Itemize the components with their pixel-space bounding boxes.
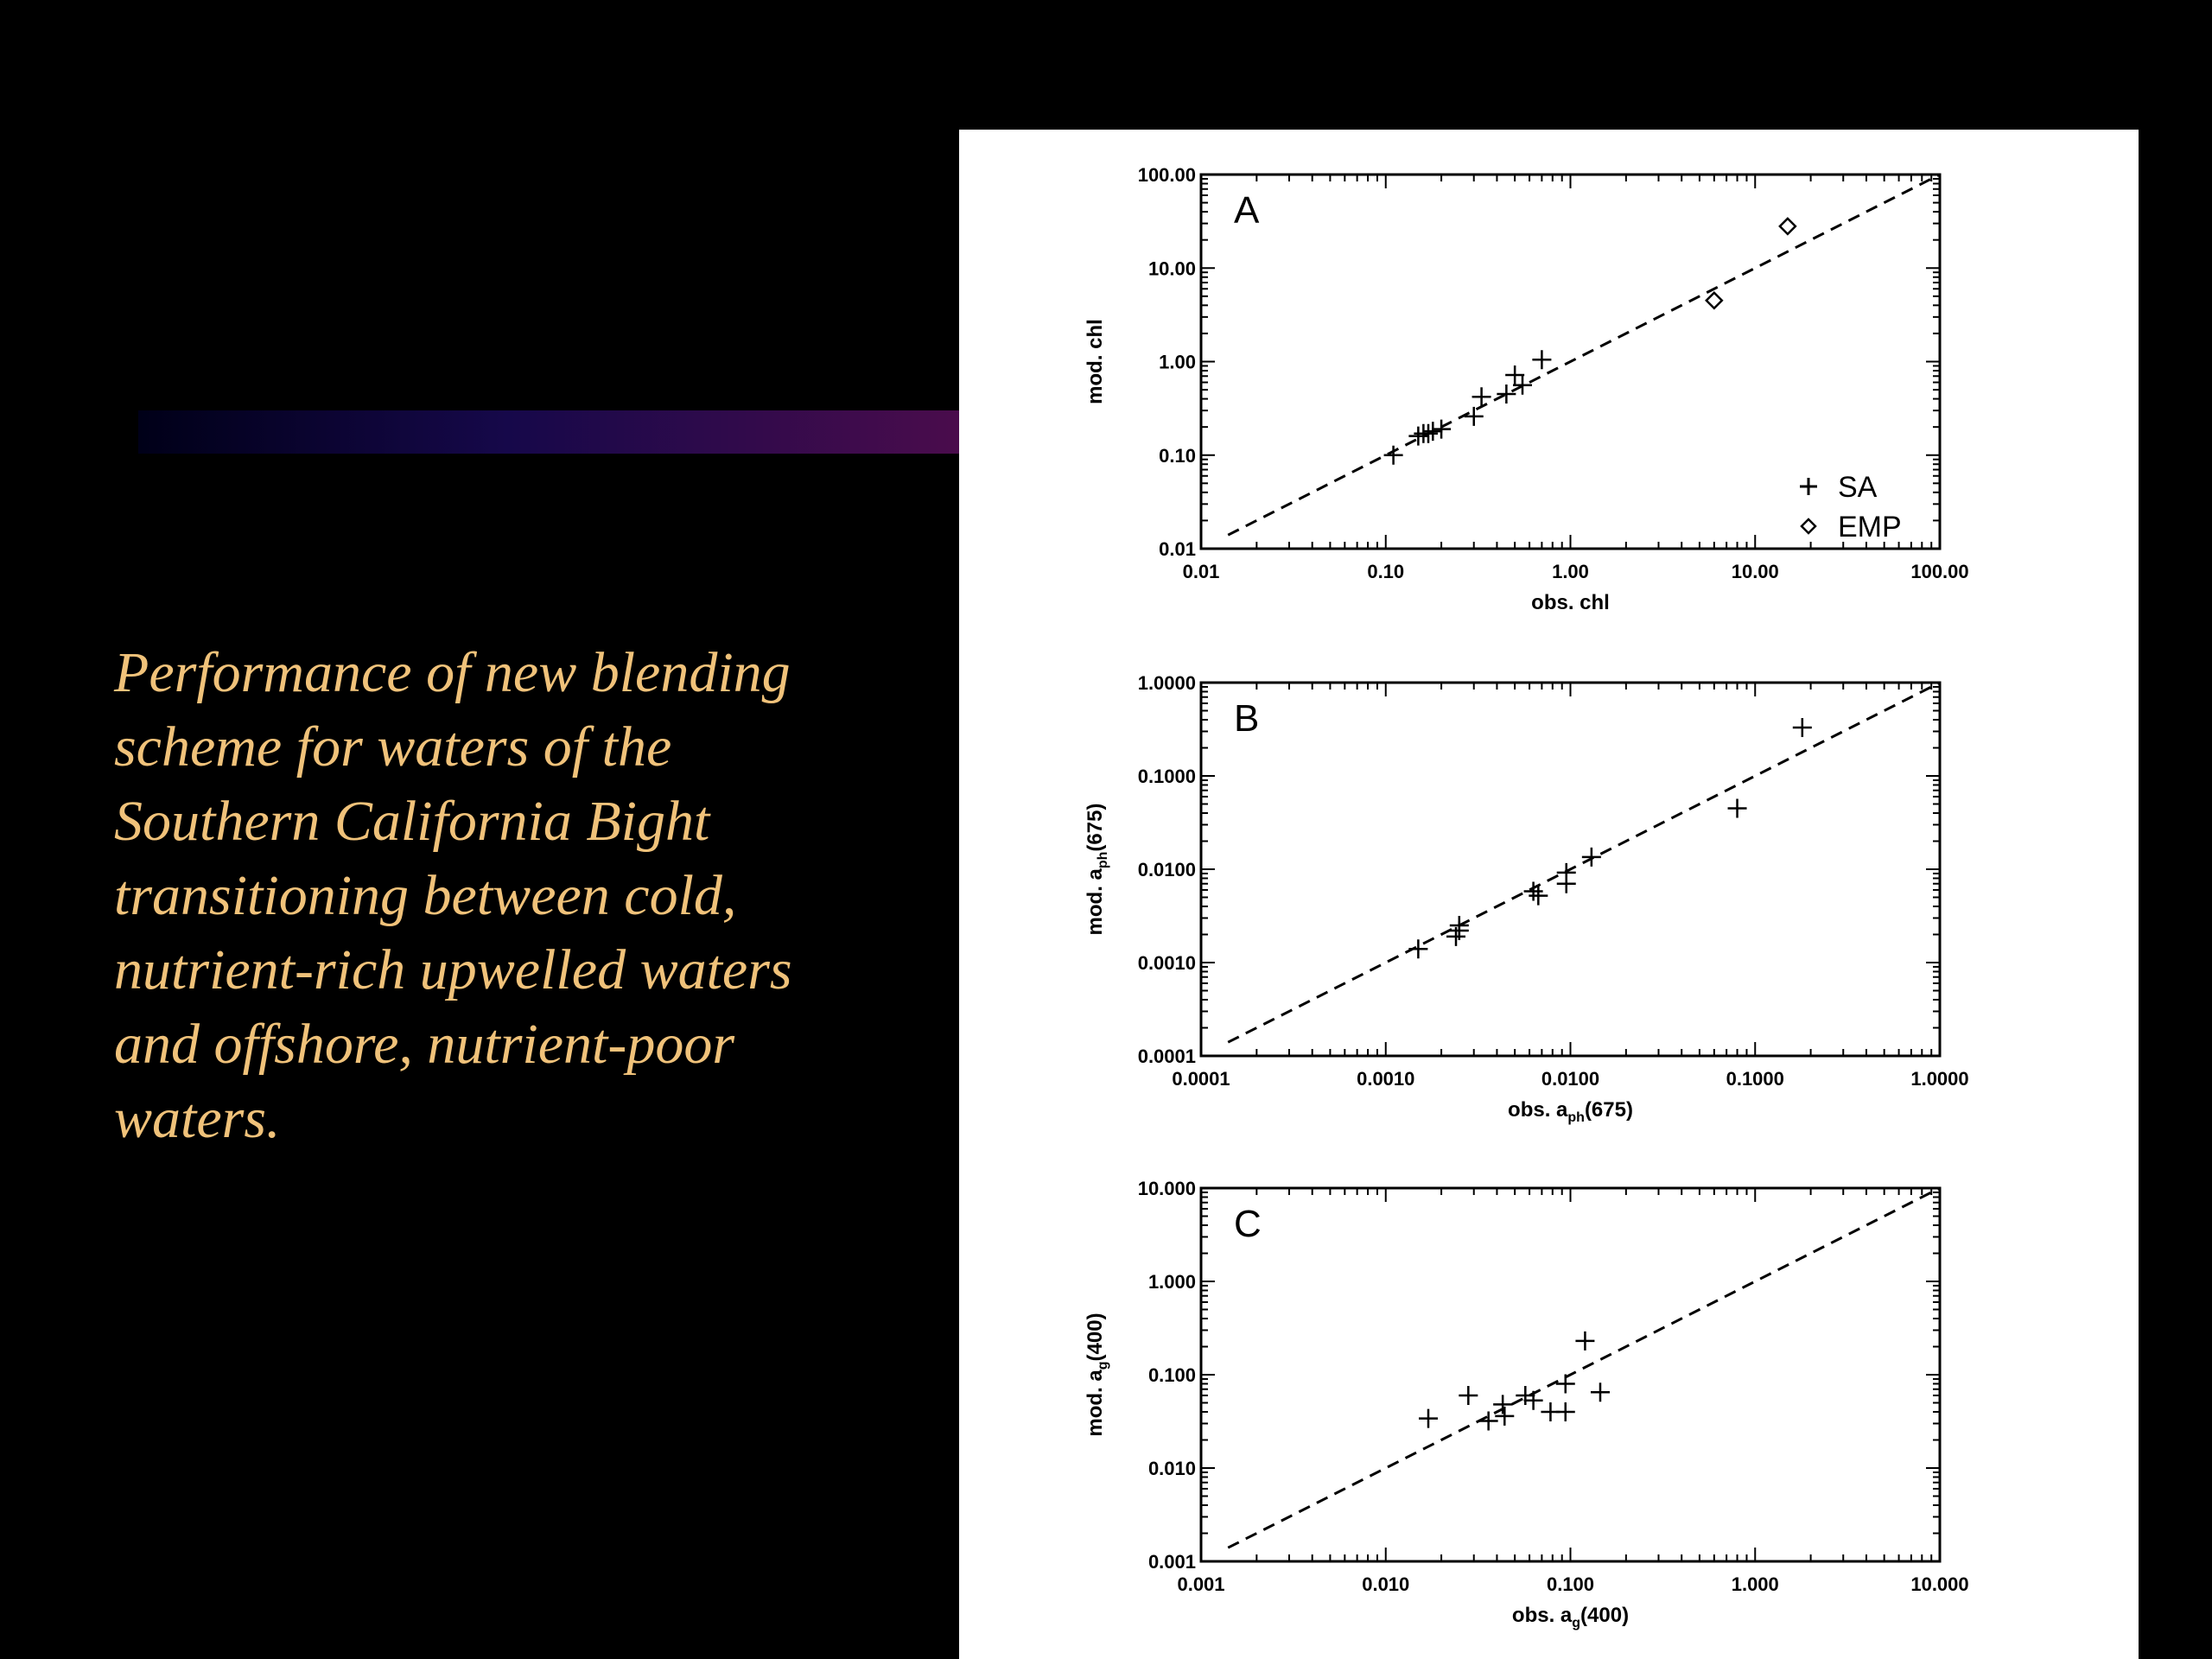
panel-letter: B [1234,697,1260,740]
accent-bar [138,410,959,454]
slide-caption [114,636,892,1156]
data-point-plus [1465,407,1484,426]
caption-line: Southern California Bight [114,790,710,853]
data-point-plus [1384,446,1403,465]
data-point-plus [1556,1374,1575,1393]
x-tick-label: 0.010 [1362,1573,1410,1595]
data-point-plus [1524,1391,1543,1410]
x-tick-label: 1.00 [1552,561,1589,582]
data-point-plus [1532,350,1551,369]
y-tick-label: 1.00 [1159,351,1196,373]
data-point-plus [1495,1407,1514,1426]
y-axis-label: mod. chl [1084,319,1107,404]
data-point-plus [1472,387,1491,406]
data-point-plus [1556,1402,1575,1421]
data-point-plus [1423,422,1442,441]
series-points [1419,1332,1610,1431]
chart-panel-c [1084,1178,1969,1630]
x-tick-label: 0.0001 [1172,1068,1230,1090]
y-axis-label: mod. $a_{ph}(675)$ [1084,803,1110,936]
data-point-plus [1497,385,1516,404]
x-axis-label: obs. $a_{ph}(675)$ [1508,1098,1633,1125]
x-tick-label: 0.100 [1546,1573,1595,1595]
x-tick-label: 0.01 [1182,561,1220,582]
data-point-plus [1459,1386,1478,1405]
data-point-plus [1450,916,1469,935]
caption-line: nutrient-rich upwelled waters [114,938,792,1001]
data-point-plus [1419,1409,1438,1428]
y-tick-label: 0.010 [1147,1458,1196,1479]
y-tick-label: 0.0001 [1137,1046,1196,1067]
data-point-diamond [1780,219,1796,234]
caption-line: Performance of new blending [114,641,791,704]
series-emp [1707,219,1796,308]
y-tick-label: 1.000 [1147,1271,1196,1293]
data-point-plus [1793,718,1812,737]
x-tick-label: 1.000 [1731,1573,1779,1595]
x-tick-label: 0.001 [1177,1573,1225,1595]
x-tick-label: 100.00 [1910,561,1969,582]
one-to-one-line [1228,1188,1940,1548]
one-to-one-line [1228,683,1940,1042]
x-axis-label: obs. chl [1531,591,1610,614]
x-tick-label: 10.000 [1910,1573,1969,1595]
data-point-plus [1419,424,1438,443]
y-tick-label: 0.100 [1147,1364,1196,1386]
y-tick-label: 0.001 [1147,1551,1196,1573]
y-tick-label: 0.01 [1159,538,1196,560]
chart-panel-a [1084,164,1969,614]
y-axis-label: mod. $a_g(400)$ [1084,1313,1110,1437]
data-point-plus [1575,1332,1594,1351]
legend-label: SA [1838,471,1878,504]
data-point-plus [1728,798,1747,817]
legend-marker-plus [1800,478,1817,495]
panel-letter: C [1234,1203,1262,1245]
data-point-plus [1557,863,1576,882]
x-tick-label: 0.0100 [1541,1068,1600,1090]
data-point-plus [1479,1411,1498,1430]
caption-line: waters. [114,1087,281,1150]
series-points [1408,718,1811,958]
y-tick-label: 10.000 [1137,1178,1196,1199]
caption-line: scheme for waters of the [114,715,672,779]
series-sa [1384,350,1552,465]
y-tick-label: 0.1000 [1137,766,1196,787]
x-tick-label: 0.1000 [1726,1068,1784,1090]
legend-label: EMP [1838,511,1902,543]
panel-letter: A [1234,189,1260,232]
one-to-one-line [1228,175,1940,535]
chart-legend [1800,471,1902,543]
x-tick-label: 10.00 [1731,561,1779,582]
y-tick-label: 0.10 [1159,444,1196,467]
caption-line: and offshore, nutrient-poor [114,1013,735,1076]
data-point-plus [1582,848,1601,867]
x-tick-label: 0.0010 [1357,1068,1415,1090]
x-axis-label: obs. $a_g(400)$ [1511,1604,1630,1630]
data-point-diamond [1707,293,1722,308]
legend-marker-diamond [1802,519,1815,533]
y-tick-label: 1.0000 [1137,672,1196,694]
figure-panel [959,130,2139,1659]
x-tick-label: 0.10 [1367,561,1405,582]
scatter-figure [959,130,2139,1659]
x-tick-label: 1.0000 [1910,1068,1969,1090]
caption-line: transitioning between cold, [114,864,737,927]
chart-panel-b [1084,672,1969,1125]
y-tick-label: 10.00 [1147,257,1196,280]
data-point-plus [1591,1382,1610,1402]
y-tick-label: 100.00 [1137,164,1196,186]
y-tick-label: 0.0100 [1137,859,1196,880]
y-tick-label: 0.0010 [1137,952,1196,974]
